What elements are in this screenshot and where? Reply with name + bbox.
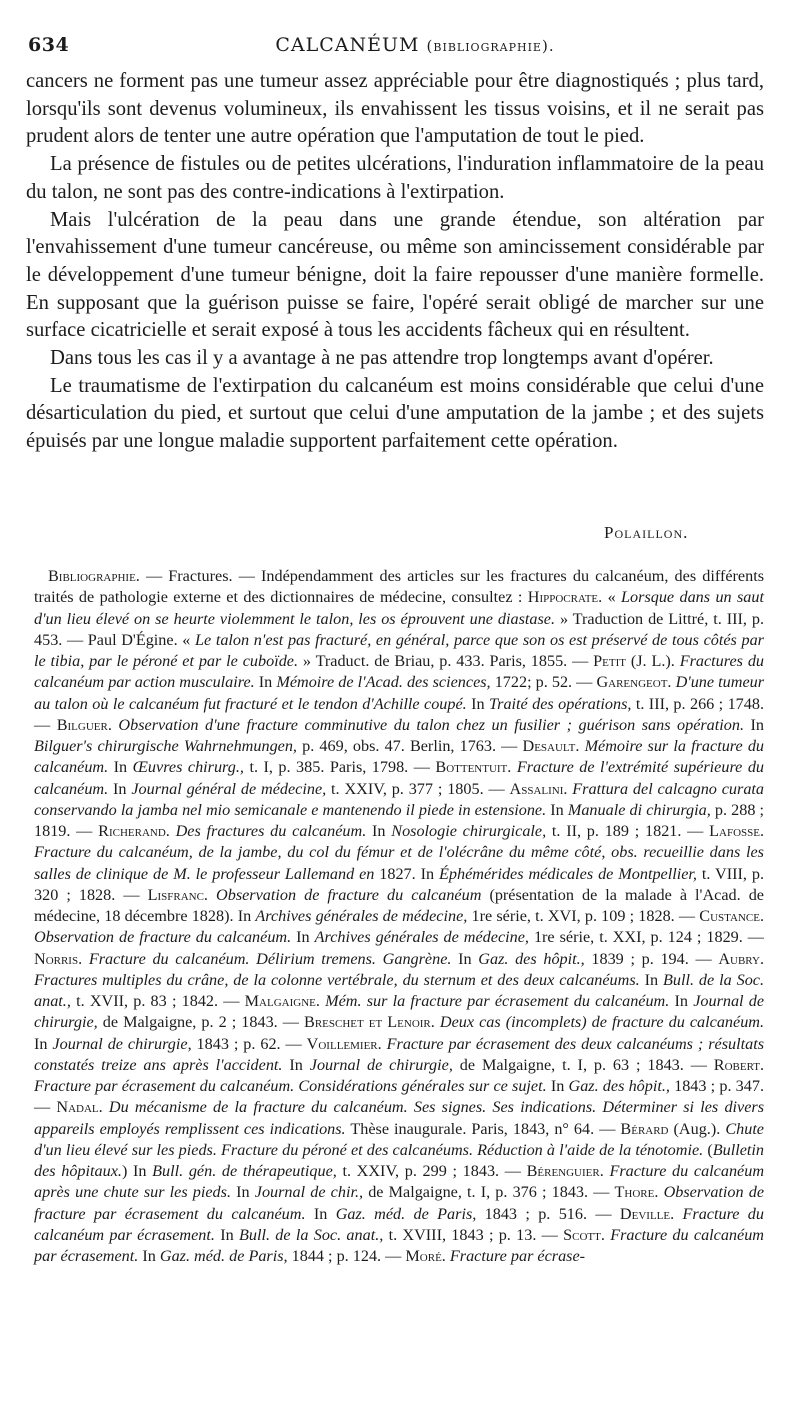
- italic-title: Fracture du calcanéum, de la jambe, du col du fémur et de l'olécrâne du même côté, obs. recueillie dans les salles de clinique de M. le professeur Lallemand en: [34, 843, 764, 883]
- italic-title: Éphémérides médicales de Montpellier,: [439, 864, 697, 883]
- author-name: Aubry.: [718, 949, 765, 968]
- citation-text: In: [34, 1034, 53, 1053]
- italic-title: Lorsque dans un saut d'un lieu élevé on se heurte violemment le talon, les os éprouvent une diastase.: [34, 588, 764, 628]
- citation-text: t. XVIII, 1843 ; p. 13. —: [383, 1225, 564, 1244]
- author-name: Voillemier.: [306, 1034, 382, 1053]
- italic-title: Du mécanisme de la fracture du calcanéum. Ses signes. Ses indications. Déterminer si les divers appareils employés remplissent ces indications.: [34, 1098, 764, 1138]
- author-name: Malgaigne.: [244, 992, 320, 1010]
- author-name: Breschet et Lenoir.: [304, 1013, 435, 1032]
- citation-text: t. XXIV, p. 377 ; 1805. —: [326, 779, 510, 798]
- author-name: Norris.: [34, 949, 83, 968]
- italic-title: Fractures multiples du crâne, de la colonne vertébrale, du sternum et des deux calcanéums.: [34, 970, 640, 989]
- author-name: Custance.: [699, 907, 764, 925]
- page-number: 634: [28, 34, 70, 56]
- citation-text: In: [546, 800, 568, 819]
- citation-text: [208, 886, 216, 904]
- citation-text: [82, 950, 89, 968]
- author-name: Bottentuit.: [435, 758, 512, 777]
- citation-text: 1re série, t. XXI, p. 124 ; 1829. —: [528, 928, 764, 947]
- citation-text: de Malgaigne, t. I, p. 63 ; 1843. —: [452, 1055, 714, 1074]
- italic-title: Bull. de la Soc. anat.,: [238, 1225, 384, 1244]
- author-name: Bérard: [620, 1119, 669, 1138]
- italic-title: Nosologie chirurgicale,: [391, 822, 547, 840]
- italic-title: Manuale di chirurgia,: [567, 800, 711, 819]
- italic-title: Observation de fracture du calcanéum.: [34, 928, 292, 947]
- citation-text: 1722; p. 52. —: [490, 673, 597, 692]
- italic-title: Traité des opérations,: [489, 694, 632, 713]
- citation-text: t. III, p. 266 ; 1748. —: [34, 694, 765, 734]
- citation-text: t. II, p. 189 ; 1821. —: [546, 822, 710, 840]
- citation-text: In: [546, 1077, 569, 1095]
- italic-title: Fracture du calcanéum par écrasement.: [34, 1225, 764, 1265]
- author-name: Assalini.: [509, 779, 568, 798]
- italic-title: Bull. de la Soc. anat.,: [34, 970, 765, 1010]
- citation-text: (J. L.).: [625, 652, 680, 670]
- italic-title: Le talon n'est pas fracturé, en général, parce que son os est préservé de tous côtés par le tibia, par le péroné et par le cuboïde.: [34, 630, 764, 670]
- citation-text: In: [744, 715, 765, 734]
- author-name: Richerand.: [98, 822, 170, 840]
- italic-title: Journal de chirurgie,: [309, 1055, 453, 1074]
- italic-title: Gaz. méd. de Paris,: [335, 1204, 477, 1223]
- citation-text: 1re série, t. XVI, p. 109 ; 1828. —: [467, 907, 700, 925]
- author-name: Bilguer.: [56, 715, 112, 734]
- citation-text: p. 288 ; 1819. —: [34, 800, 765, 840]
- citation-text: (: [703, 1140, 713, 1159]
- citation-text: In: [451, 949, 479, 968]
- italic-title: Fracture par écrasement des deux calcanéums ; résultats constatés treize ans après l'accident.: [34, 1034, 765, 1074]
- citation-text: 1843 ; p. 62. —: [191, 1034, 307, 1053]
- italic-title: Bull. gén. de thérapeutique,: [152, 1162, 337, 1180]
- paragraph: cancers ne forment pas une tumeur assez appréciable pour être diagnostiqués ; plus tard, lorsqu'ils sont devenus volumineux, ils envahissent les tissus voisins, et il ne serait pas prudent alors de tenter une autre opération que l'amputation de tout le pied.: [26, 70, 764, 148]
- citation-text: 1843 ; p. 347. —: [34, 1077, 764, 1117]
- paragraph: Dans tous les cas il y a avantage à ne pas attendre trop longtemps avant d'opérer.: [50, 347, 714, 370]
- italic-title: Mém. sur la fracture par écrasement du calcanéum.: [325, 992, 670, 1010]
- citation-text: 1844 ; p. 124. —: [287, 1247, 406, 1265]
- citation-text: t. XVII, p. 83 ; 1842. —: [70, 992, 245, 1010]
- author-name: Hippocrate.: [527, 588, 603, 607]
- italic-title: Fracture du calcanéum par écrasement.: [34, 1204, 764, 1244]
- bibliography-section: [34, 566, 764, 1267]
- citation-text: » Traduction de Littré, t. III, p. 453. — Paul D'Égine. «: [34, 609, 764, 649]
- italic-title: Archives générales de médecine,: [314, 928, 529, 947]
- citation-text: t. XXIV, p. 299 ; 1843. —: [336, 1162, 527, 1180]
- citation-text: de Malgaigne, p. 2 ; 1843. —: [97, 1013, 305, 1032]
- citation-text: In: [669, 992, 694, 1010]
- italic-title: Des fractures du calcanéum.: [175, 822, 367, 840]
- citation-text: In: [108, 758, 133, 777]
- italic-title: Gaz. des hôpit.,: [568, 1077, 670, 1095]
- citation-text: t. VIII, p. 320 ; 1828. —: [34, 864, 764, 904]
- author-name: Petit: [593, 652, 626, 670]
- italic-title: Observation d'une fracture comminutive du talon chez un fusilier ; guérison sans opération.: [118, 715, 745, 734]
- italic-title: Fracture du calcanéum après une chute sur les pieds.: [34, 1162, 765, 1202]
- citation-text: In: [639, 970, 663, 989]
- author-name: Desault.: [522, 737, 580, 755]
- citation-text: (présentation de la malade à l'Acad. de médecine, 18 décembre 1828). In: [34, 885, 764, 925]
- italic-title: Observation de fracture du calcanéum: [216, 885, 482, 904]
- citation-text: de Malgaigne, t. I, p. 376 ; 1843. —: [363, 1183, 615, 1202]
- citation-text: In: [291, 928, 315, 947]
- document-page: [26, 0, 764, 1409]
- author-name: Thore.: [614, 1183, 659, 1202]
- running-head: [26, 34, 764, 56]
- citation-text: 1843 ; p. 516. —: [476, 1204, 620, 1223]
- italic-title: Journal de chir.,: [254, 1183, 364, 1202]
- author-signature: Polaillon.: [604, 523, 689, 542]
- citation-text: In: [282, 1055, 310, 1074]
- bibliography-paragraph: [34, 566, 764, 1267]
- citation-text: In: [214, 1225, 239, 1244]
- citation-text: 1827. In: [374, 864, 440, 883]
- citation-text: 1839 ; p. 194. —: [584, 949, 719, 968]
- italic-title: Deux cas (incomplets) de fracture du calcanéum.: [439, 1013, 765, 1032]
- italic-title: Gaz. méd. de Paris,: [159, 1247, 288, 1265]
- citation-text: p. 469, obs. 47. Berlin, 1763. —: [296, 737, 523, 755]
- citation-text: Thèse inaugurale. Paris, 1843, n° 64. —: [345, 1119, 621, 1138]
- citation-text: In: [366, 822, 392, 840]
- italic-title: Œuvres chirurg.,: [132, 758, 244, 777]
- italic-title: D'une tumeur au talon où le calcanéum fut fracturé et le tendon d'Achille coupé.: [34, 673, 765, 713]
- paragraph: Le traumatisme de l'extirpation du calcanéum est moins considérable que celui d'une désarticulation du pied, et surtout que celui d'une amputation de la jambe ; et des sujets épuisés par une longue maladie supportent parfaitement cette opération.: [26, 374, 764, 453]
- author-name: Garengeot.: [596, 673, 672, 692]
- paragraph: Mais l'ulcération de la peau dans une grande étendue, son altération par l'envahissement d'une tumeur cancéreuse, ou même son amincissement considérable par le développement d'une tumeur bénigne, doit la faire repousser d'une manière formelle. En supposant que la guérison puisse se faire, l'opéré serait obligé de marcher sur une surface cicatricielle et serait exposé à tous les accidents fâcheux qui en résultent.: [26, 208, 764, 342]
- bibliography-label: Bibliographie.: [48, 567, 140, 585]
- body-text: [26, 68, 764, 456]
- author-name: Lisfranc.: [147, 885, 208, 904]
- citation-text: t. I, p. 385. Paris, 1798. —: [243, 758, 436, 777]
- italic-title: Journal de chirurgie,: [34, 992, 765, 1032]
- italic-title: Fractures du calcanéum par action musculaire.: [34, 652, 765, 692]
- paragraph: La présence de fistules ou de petites ulcérations, l'induration inflammatoire de la peau du talon, ne sont pas des contre-indications à l'extirpation.: [26, 153, 764, 203]
- citation-text: «: [602, 588, 622, 607]
- italic-title: Mémoire de l'Acad. des sciences,: [276, 673, 491, 692]
- author-name: Lafosse.: [709, 822, 765, 840]
- italic-title: Chute d'un lieu élevé sur les pieds. Fracture du péroné et des calcanéums. Réduction à l'aide de la ténotomie.: [34, 1119, 764, 1159]
- author-name: Deville.: [619, 1204, 675, 1223]
- italic-title: Fracture du calcanéum. Délirium tremens. Gangrène.: [88, 949, 452, 968]
- author-name: Bérenguier.: [526, 1162, 604, 1180]
- citation-text: In: [305, 1204, 336, 1223]
- author-name: Scott.: [563, 1225, 605, 1244]
- italic-title: Frattura del calcagno curata conservando la jamba nel mio semicanale e mantenendo il piede in estensione.: [34, 779, 765, 819]
- italic-title: Fracture de l'extrémité supérieure du calcanéum.: [34, 758, 765, 798]
- running-head-subtitle: (bibliographie).: [426, 37, 555, 55]
- italic-title: Gaz. des hôpit.,: [478, 949, 585, 968]
- citation-text: » Traduct. de Briau, p. 433. Paris, 1855. —: [298, 652, 594, 670]
- citation-text: (Aug.).: [668, 1119, 726, 1138]
- italic-title: Archives générales de médecine,: [255, 907, 468, 925]
- italic-title: Fracture par écrasement du calcanéum. Considérations générales sur ce sujet.: [34, 1077, 547, 1095]
- page-header: [26, 34, 764, 64]
- italic-title: Bulletin des hôpitaux.: [34, 1140, 764, 1180]
- citation-text: ) In: [121, 1162, 153, 1180]
- citation-text: In: [466, 694, 490, 713]
- italic-title: Journal de chirurgie,: [52, 1034, 192, 1053]
- italic-title: Bilguer's chirurgische Wahrnehmungen,: [34, 737, 297, 755]
- citation-text: [674, 1205, 682, 1223]
- citation-text: — Fractures. — Indépendamment des articles sur les fractures du calcanéum, des différents traités de pathologie externe et des dictionnaires de médecine, consultez :: [34, 567, 764, 607]
- citation-text: In: [254, 673, 277, 692]
- italic-title: Fracture par écrase-: [449, 1247, 586, 1265]
- italic-title: Observation de fracture par écrasement du calcanéum.: [34, 1183, 765, 1223]
- italic-title: Mémoire sur la fracture du calcanéum.: [34, 737, 765, 777]
- citation-text: In: [108, 779, 132, 798]
- italic-title: Journal général de médecine,: [131, 779, 327, 798]
- author-name: Moré.: [405, 1247, 446, 1265]
- running-head-title: CALCANÉUM: [275, 34, 420, 56]
- author-name: Robert.: [713, 1055, 765, 1074]
- citation-text: In: [138, 1247, 160, 1265]
- citation-text: In: [231, 1183, 255, 1202]
- author-name: Nadal.: [56, 1098, 103, 1117]
